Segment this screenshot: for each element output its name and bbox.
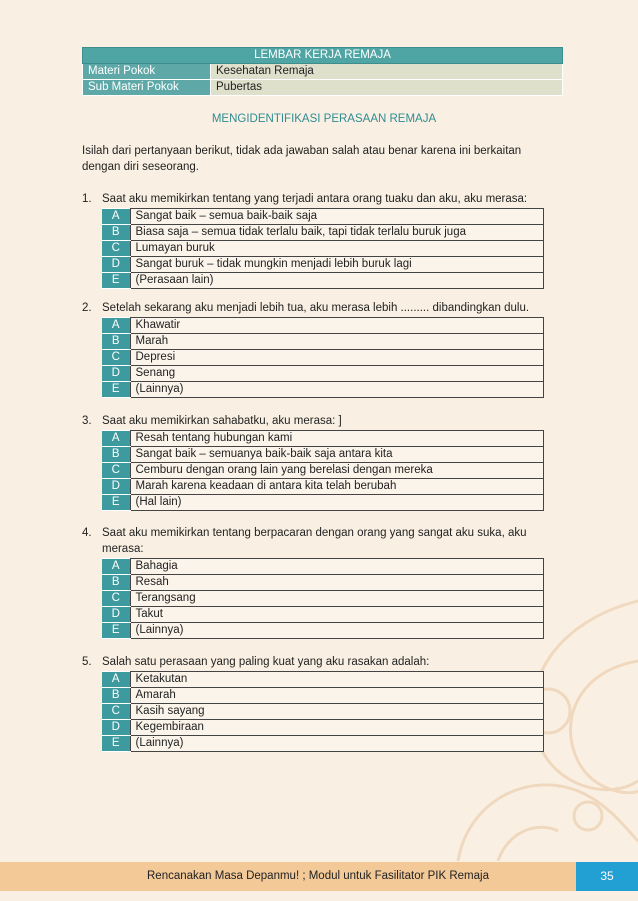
option-text: Kasih sayang xyxy=(130,704,544,720)
option-text: Amarah xyxy=(130,688,544,704)
option-text: Sangat baik – semua baik-baik saja xyxy=(130,209,544,225)
option-row[interactable] xyxy=(102,672,544,688)
option-text: Ketakutan xyxy=(130,672,544,688)
options-table xyxy=(102,208,544,289)
option-letter: E xyxy=(102,736,130,752)
option-text: (Lainnya) xyxy=(130,382,544,398)
question-3 xyxy=(82,413,562,511)
option-text: Sangat baik – semuanya baik-baik saja antara kita xyxy=(130,447,544,463)
option-letter: D xyxy=(102,366,130,382)
question-text: Salah satu perasaan yang paling kuat yang aku rasakan adalah: xyxy=(102,656,430,668)
options-table xyxy=(102,558,544,639)
option-row[interactable] xyxy=(102,623,544,639)
page-footer xyxy=(0,862,638,891)
option-text: Khawatir xyxy=(130,318,544,334)
option-letter: A xyxy=(102,431,130,447)
question-number: 2. xyxy=(82,302,92,314)
question-number: 3. xyxy=(82,415,92,427)
option-letter: D xyxy=(102,257,130,273)
option-row[interactable] xyxy=(102,463,544,479)
option-row[interactable] xyxy=(102,382,544,398)
option-text: Marah karena keadaan di antara kita telah berubah xyxy=(130,479,544,495)
option-row[interactable] xyxy=(102,241,544,257)
option-row[interactable] xyxy=(102,447,544,463)
option-text: Senang xyxy=(130,366,544,382)
option-text: Cemburu dengan orang lain yang berelasi dengan mereka xyxy=(130,463,544,479)
option-letter: B xyxy=(102,575,130,591)
option-letter: A xyxy=(102,559,130,575)
question-number: 1. xyxy=(82,193,92,205)
header-label-sub-materi: Sub Materi Pokok xyxy=(83,80,211,96)
question-4 xyxy=(82,525,562,639)
question-number: 5. xyxy=(82,656,92,668)
question-text: Saat aku memikirkan sahabatku, aku merasa: ] xyxy=(102,415,342,427)
option-text: Bahagia xyxy=(130,559,544,575)
option-row[interactable] xyxy=(102,495,544,511)
options-table xyxy=(102,430,544,511)
option-row[interactable] xyxy=(102,575,544,591)
option-text: (Lainnya) xyxy=(130,736,544,752)
question-number: 4. xyxy=(82,527,92,539)
option-text: Depresi xyxy=(130,350,544,366)
option-text: Resah tentang hubungan kami xyxy=(130,431,544,447)
section-subtitle: MENGIDENTIFIKASI PERASAAN REMAJA xyxy=(211,113,437,125)
option-text: Terangsang xyxy=(130,591,544,607)
option-row[interactable] xyxy=(102,591,544,607)
question-text: Saat aku memikirkan tentang berpacaran dengan orang yang sangat aku suka, aku merasa: xyxy=(102,527,527,555)
option-row[interactable] xyxy=(102,366,544,382)
option-row[interactable] xyxy=(102,479,544,495)
option-text: (Hal lain) xyxy=(130,495,544,511)
footer-text: Rencanakan Masa Depanmu! ; Modul untuk Fasilitator PIK Remaja xyxy=(147,870,489,882)
worksheet-header-table xyxy=(82,47,563,96)
option-row[interactable] xyxy=(102,209,544,225)
option-text: Takut xyxy=(130,607,544,623)
option-text: (Perasaan lain) xyxy=(130,273,544,289)
option-row[interactable] xyxy=(102,350,544,366)
option-letter: D xyxy=(102,607,130,623)
option-letter: A xyxy=(102,672,130,688)
option-row[interactable] xyxy=(102,559,544,575)
option-letter: D xyxy=(102,720,130,736)
option-text: Biasa saja – semua tidak terlalu baik, tapi tidak terlalu buruk juga xyxy=(130,225,544,241)
question-text: Setelah sekarang aku menjadi lebih tua, aku merasa lebih ......... dibandingkan dulu. xyxy=(102,302,530,314)
option-row[interactable] xyxy=(102,257,544,273)
option-letter: B xyxy=(102,225,130,241)
question-2 xyxy=(82,300,562,398)
option-letter: B xyxy=(102,334,130,350)
options-table xyxy=(102,671,544,752)
option-letter: A xyxy=(102,209,130,225)
option-letter: B xyxy=(102,688,130,704)
option-row[interactable] xyxy=(102,688,544,704)
options-table xyxy=(102,317,544,398)
intro-paragraph: Isilah dari pertanyaan berikut, tidak ada jawaban salah atau benar karena ini berkaitan dengan diri seseorang. xyxy=(82,145,522,173)
option-row[interactable] xyxy=(102,736,544,752)
option-letter: C xyxy=(102,350,130,366)
option-row[interactable] xyxy=(102,607,544,623)
option-row[interactable] xyxy=(102,225,544,241)
option-row[interactable] xyxy=(102,720,544,736)
option-row[interactable] xyxy=(102,431,544,447)
worksheet-title: LEMBAR KERJA REMAJA xyxy=(83,48,563,64)
question-1 xyxy=(82,191,562,289)
option-letter: E xyxy=(102,382,130,398)
header-label-materi-pokok: Materi Pokok xyxy=(83,64,211,80)
option-letter: C xyxy=(102,591,130,607)
question-text: Saat aku memikirkan tentang yang terjadi antara orang tuaku dan aku, aku merasa: xyxy=(102,193,528,205)
option-letter: E xyxy=(102,273,130,289)
option-letter: A xyxy=(102,318,130,334)
option-letter: E xyxy=(102,495,130,511)
option-row[interactable] xyxy=(102,704,544,720)
option-text: (Lainnya) xyxy=(130,623,544,639)
option-letter: C xyxy=(102,463,130,479)
option-text: Kegembiraan xyxy=(130,720,544,736)
option-row[interactable] xyxy=(102,334,544,350)
option-letter: B xyxy=(102,447,130,463)
option-text: Marah xyxy=(130,334,544,350)
header-value-materi-pokok: Kesehatan Remaja xyxy=(211,64,563,80)
page-number: 35 xyxy=(576,862,638,891)
option-letter: D xyxy=(102,479,130,495)
option-letter: E xyxy=(102,623,130,639)
question-5 xyxy=(82,654,562,752)
option-letter: C xyxy=(102,704,130,720)
header-value-sub-materi: Pubertas xyxy=(211,80,563,96)
option-row[interactable] xyxy=(102,318,544,334)
option-letter: C xyxy=(102,241,130,257)
option-text: Sangat buruk – tidak mungkin menjadi lebih buruk lagi xyxy=(130,257,544,273)
option-text: Lumayan buruk xyxy=(130,241,544,257)
option-row[interactable] xyxy=(102,273,544,289)
option-text: Resah xyxy=(130,575,544,591)
